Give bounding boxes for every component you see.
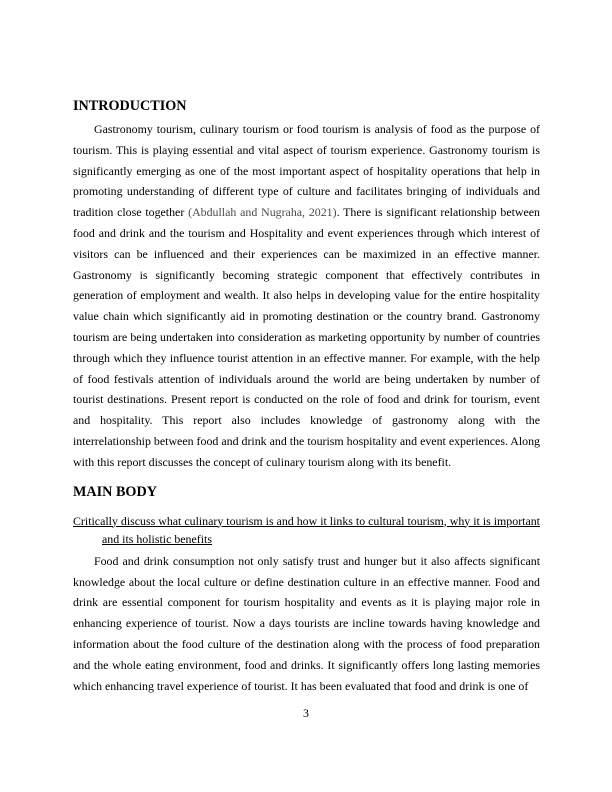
introduction-paragraph <box>73 119 540 473</box>
section-subheading: Critically discuss what culinary tourism is and how it links to cultural tourism, why it is important and its holistic benefits <box>73 513 540 547</box>
page-number: 3 <box>303 706 309 720</box>
main-body-heading: MAIN BODY <box>73 483 157 500</box>
introduction-text-end: . There is significant relationship between food and drink and the tourism and Hospitality and event experiences through which interest of visitors can be influenced and their experiences can be maximized in an effective manner. Gastronomy is significantly becoming strategic component that effectively contributes in generation of employment and wealth. It also helps in developing value for the entire hospitality value chain which significantly aid in promoting destination or the country brand. Gastronomy tourism are being undertaken into consideration as marketing opportunity by number of countries through which they influence tourist attention in an effective manner. For example, with the help of food festivals attention of individuals around the world are being undertaken by number of tourist destinations. Present report is conducted on the role of food and drink for tourism, event and hospitality. This report also includes knowledge of gastronomy along with the interrelationship between food and drink and the tourism hospitality and event experiences. Along with this report discusses the concept of culinary tourism along with its benefit. <box>73 205 540 469</box>
introduction-citation: (Abdullah and Nugraha, 2021) <box>188 205 337 220</box>
main-body-paragraph: Food and drink consumption not only satisfy trust and hunger but it also affects significant knowledge about the local culture or define destination culture in an effective manner. Food and drink are essential component for tourism hospitality and events as it is playing major role in enhancing experience of tourist. Now a days tourists are incline towards having knowledge and information about the food culture of the destination along with the process of food preparation and the whole eating environment, food and drinks. It significantly offers long lasting memories which enhancing travel experience of tourist. It has been evaluated that food and drink is one of <box>73 553 540 693</box>
introduction-text-start: Gastronomy tourism, culinary tourism or food tourism is analysis of food as the purpose of tourism. This is playing essential and vital aspect of tourism experience. Gastronomy tourism is significantly emerging as one of the most important aspect of hospitality operations that help in promoting understanding of different type of culture and facilitates bringing of individuals and tradition close together <box>73 122 540 220</box>
page-content <box>73 96 540 696</box>
introduction-heading: INTRODUCTION <box>73 98 187 114</box>
